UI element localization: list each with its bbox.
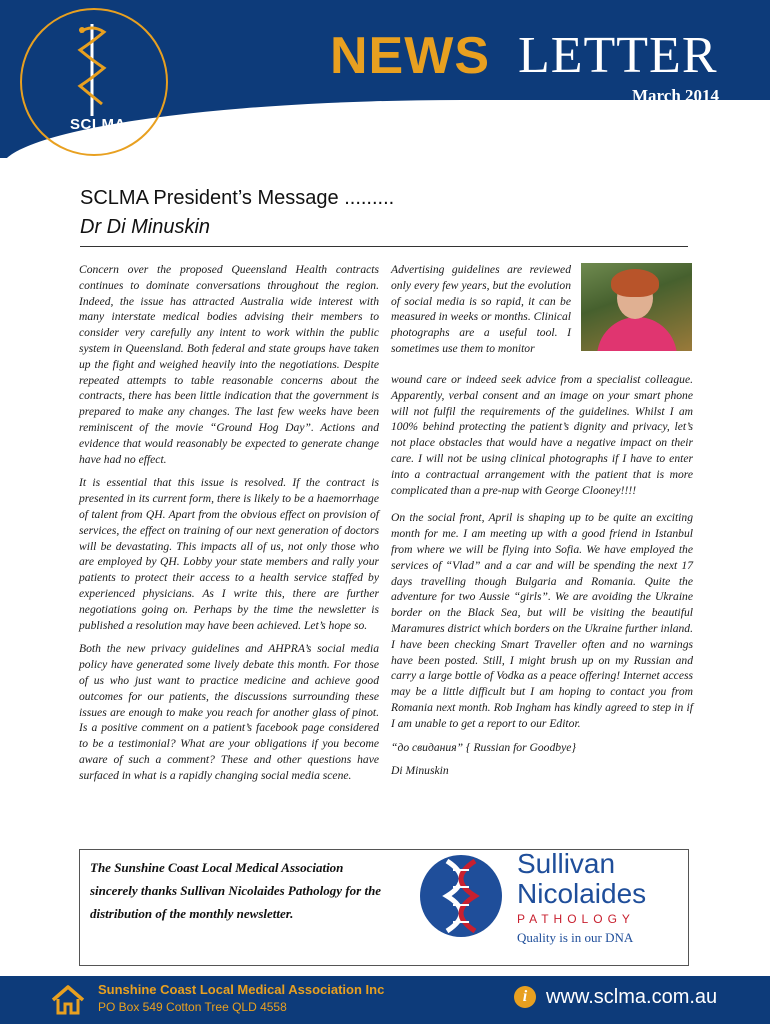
paragraph: It is essential that this issue is resolved. If the contract is presented in its current form, there is likely to be a haemorrhage of talent from QH. Apart from the obvious effect on provision of services, the effect on training of our next generation of doctors will be devastating. This impacts all of us, not only those who are employed by QH. Lobby your state members and rally your patients to protect their access to a health service staffed by experienced physicians. As I write this, there are further negotiations going on. Perhaps by the time the newsletter is published a resolution may have been achieved. Let’s hope so. — [79, 476, 379, 632]
paragraph: On the social front, April is shaping up to be quite an exciting month for me. I am meeting up with a good friend in Istanbul from where we will be flying into Sofia. We have employed the services of “Vlad” and a car and will be spending the next 17 days travelling though Bulgaria and Romania. Quite the adventure for two Aussie “girls”. We are avoiding the Ukraine border on the Black Sea, but will be visiting the beautiful Maramures district which borders on the Ukraine further inland. I have been checking Smart Traveller often and no warnings have been posted. Still, I might brush up on my Russian and carry a large bottle of Vodka as a peace offering! Internet access may be a little difficult but I am hoping to contact you from Romania next month. Rob Ingham has kindly agreed to step in if I am unable to get a report to our Editor. — [391, 511, 693, 730]
paragraph: Both the new privacy guidelines and AHPRA’s social media policy have generated some lively debate this month. For those of us who just want to practice medicine and achieve good outcomes for our patients, the discussions surrounding these issues are enough to make you reach for another glass of pinot. Is a positive comment on a patient’s facebook page considered to be a testimonial? What are your obligations if you become aware of such a comment? These and other questions have surfaced in what is a rapidly changing social media scene. — [79, 642, 379, 782]
sponsor-name-line1: Sullivan — [517, 848, 616, 879]
paragraph: Concern over the proposed Queensland Health contracts continues to dominate conversations throughout the region. Indeed, the issue has attracted Australia wide interest with many interstate medical bodies advising their members to consider very carefully any intent to work within the public system in Queensland. Both federal and state groups have taken up the fight and weighed heavily into the negotiations. Despite repeated attempts to table reasonable concerns about the contracts, there has been little indication that the government is prepared to make any changes. The last few weeks have been reminiscent of the movie “Ground Hog Day”. Actions and evidence that would reasonably be expected to generate change have had no effect. — [79, 263, 379, 466]
title-letter: LETTER — [518, 27, 718, 84]
article-author: Dr Di Minuskin — [80, 216, 211, 238]
article-right-top — [391, 262, 571, 365]
photo-hair — [611, 269, 659, 297]
website-link[interactable]: www.sclma.com.au — [546, 986, 718, 1008]
sponsor-name-line2: Nicolaides — [517, 878, 647, 909]
footer-org-name: Sunshine Coast Local Medical Association Inc — [98, 982, 385, 997]
issue-date: March 2014 — [632, 86, 720, 105]
sponsor-name-line3: PATHOLOGY — [517, 912, 635, 926]
farewell: “до свидания” { Russian for Goodbye} — [391, 740, 576, 754]
title-news: NEWS — [330, 27, 490, 85]
paragraph: Advertising guidelines are reviewed only every few years, but the evolution of social media is so rapid, it can be measured in weeks or months. Clinical photographs are a useful tool. I sometimes use them to monitor — [391, 263, 571, 355]
caduceus-icon — [62, 20, 122, 120]
logo-text: SCLMA — [70, 116, 126, 133]
home-icon — [50, 984, 86, 1016]
article-right-column — [391, 372, 693, 787]
signature: Di Minuskin — [391, 764, 449, 778]
photo-body — [597, 317, 677, 351]
author-photo — [581, 263, 692, 351]
paragraph: wound care or indeed seek advice from a specialist colleague. Apparently, verbal consent and an image on your smart phone will not fulfil the requirements of the guidelines. Whilst I am 100% behind protecting the patient’s dignity and privacy, let’s not place obstacles that would have a negative impact on their care. I will not be using clinical photographs if I have to enter into a contractual arrangement with the patient that is more complicated than a pre-nup with George Clooney!!!! — [391, 373, 693, 497]
sponsor-thanks: The Sunshine Coast Local Medical Association sincerely thanks Sullivan Nicolaides Pathology for the distribution of the monthly newsletter. — [90, 860, 382, 921]
dna-logo-icon — [417, 853, 505, 939]
sponsor-tagline: Quality is in our DNA — [517, 930, 634, 945]
article-left-column — [79, 262, 379, 792]
divider — [80, 246, 688, 247]
article-heading: SCLMA President’s Message ......... — [80, 187, 395, 209]
info-icon: i — [514, 986, 536, 1008]
footer-address: PO Box 549 Cotton Tree QLD 4558 — [98, 1000, 287, 1014]
